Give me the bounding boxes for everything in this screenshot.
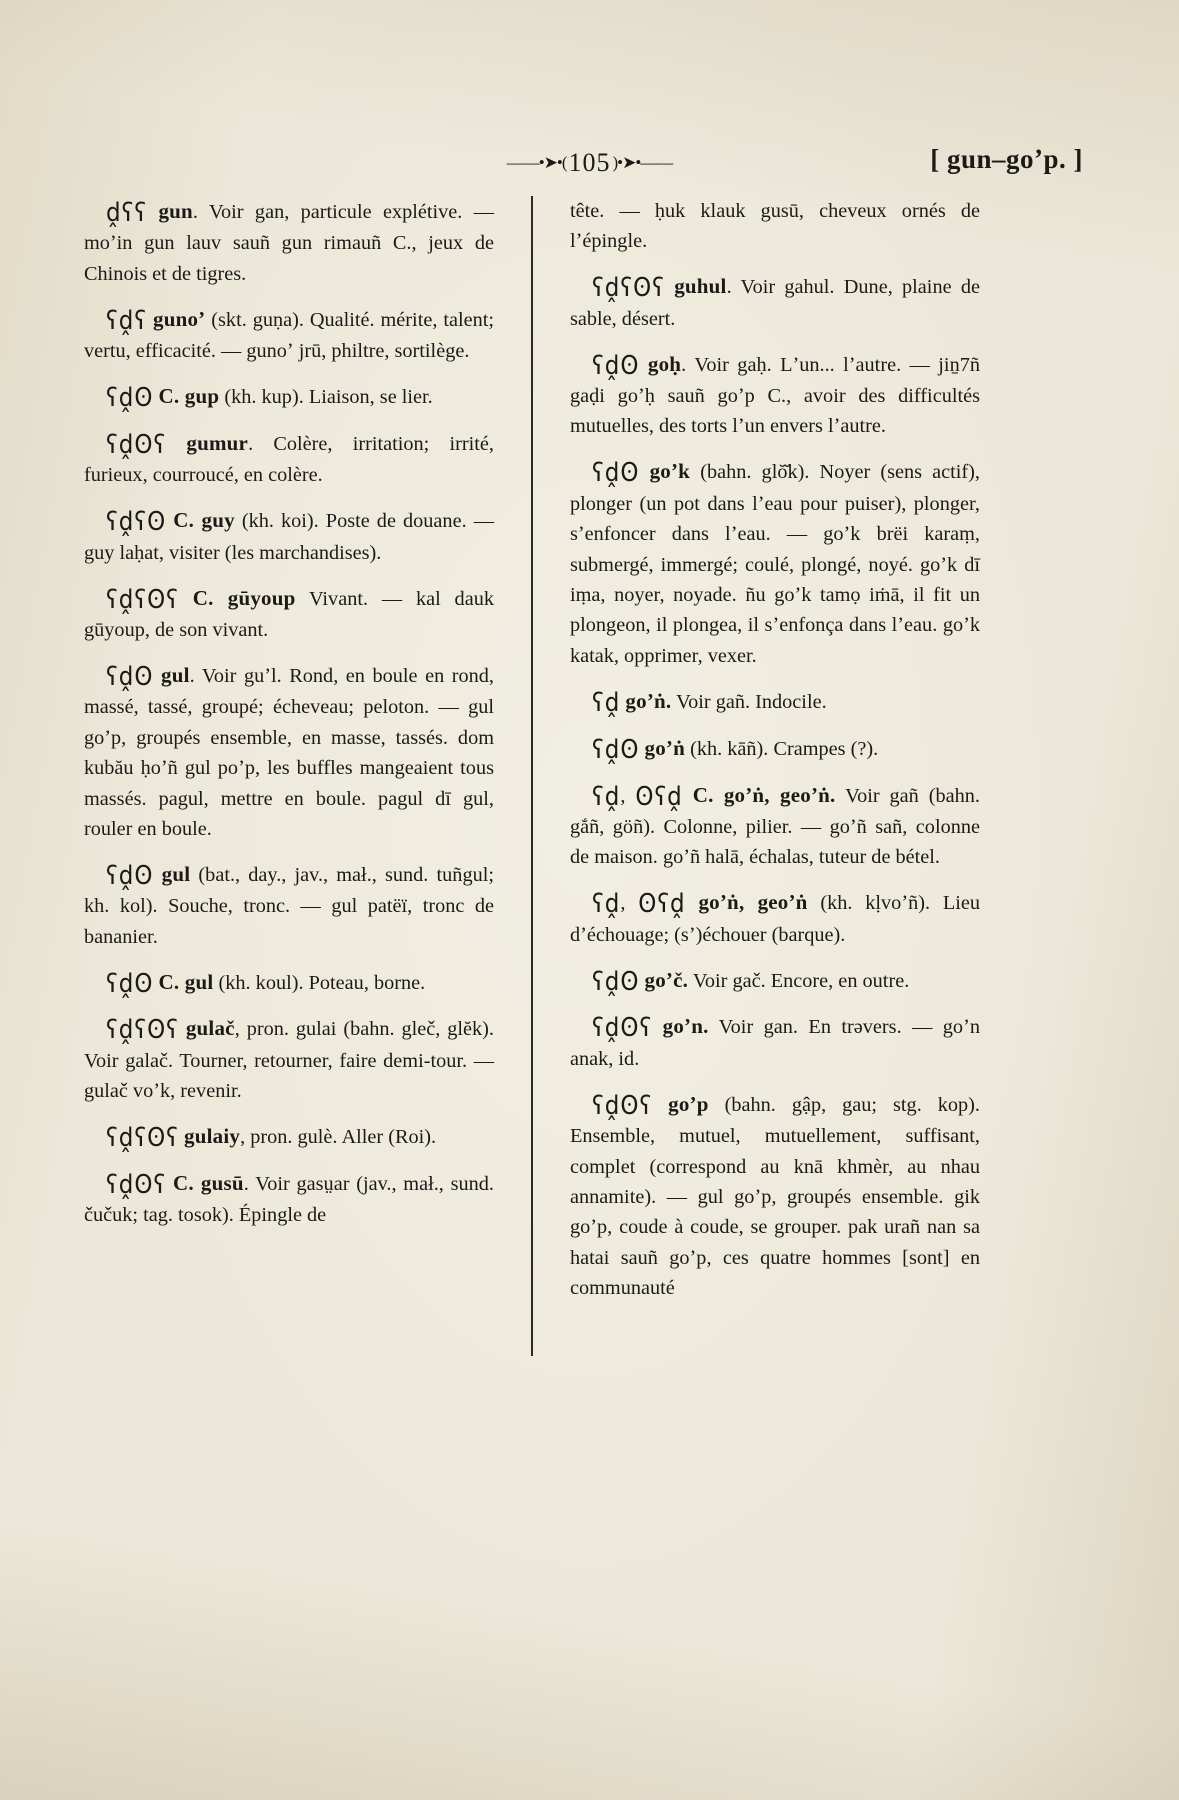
dictionary-entry <box>84 505 494 568</box>
entry-body: Colère, irritation; irrité, furieux, courroucé, en colère. <box>84 432 495 487</box>
entry-continuation <box>570 196 980 257</box>
cham-script: ʕḓʘ <box>592 458 640 488</box>
column-left <box>84 196 494 1245</box>
entry-headword: gun <box>158 199 193 223</box>
cham-script: ʕḓ <box>592 781 621 812</box>
entry-body: (skt. guṇa). Qualité. mérite, talent; vertu, efficacité. — gunoʼ jrū, philtre, sortilège. <box>84 308 494 363</box>
entry-body: Vivant. — kal dauk gūyoup, de son vivant. <box>84 587 494 641</box>
entry-headword: gulaiy <box>184 1124 241 1149</box>
cham-script-variant: ʘʕḓ <box>638 889 686 919</box>
dictionary-entry <box>570 686 980 718</box>
folio-right-ornament: )•➤•—— <box>612 153 673 172</box>
dictionary-entry: ʕḓʘ goḥ. Voir gaḥ. Lʼun... lʼautre. — jiṉ7ñ gaḍi goʼḥ sauñ goʼp C., avoir des difficultés mutuelles, des torts lʼun envers lʼautre. <box>570 349 980 442</box>
entry-body: (kh. koi). Poste de douane. — guy laḥat, visiter (les marchandises). <box>84 510 494 564</box>
entry-headword: C. gul <box>158 969 214 994</box>
dictionary-entry <box>570 965 980 997</box>
cham-script: ʕḓʘ <box>592 351 640 381</box>
dictionary-entry <box>84 859 494 952</box>
cham-script: ḓʕʕ <box>106 198 148 228</box>
dictionary-entry <box>570 1011 980 1074</box>
cham-script: ʕḓʕ <box>106 306 148 336</box>
entry-headword: guhul <box>674 274 727 299</box>
cham-script: ʕḓ <box>592 889 621 919</box>
entry-body: pron. gulai (bahn. gleč, glĕk). Voir galač. Tourner, retourner, faire demi-tour. — gulač voʼk, revenir. <box>84 1018 495 1103</box>
entry-body: (bahn. glŏ̆k). Noyer (sens actif), plonger (un pot dans lʼeau pour puiser), plonger, sʼenfoncer dans lʼeau. — goʼk brëi karaṃ, submergé, immergé; coulé, plongé, noyé. goʼk dī iṃa, noyer, noyade. ñu goʼk tamọ iṁā, il fit un plongeon, il plongea, il sʼenfonça dans lʼeau. goʼk katak, opprimer, vexer. <box>570 461 980 667</box>
entry-body: (kh. kḷvoʼñ). Lieu dʼéchouage; (sʼ)échouer (barque). <box>570 892 980 946</box>
dictionary-entry <box>84 967 494 999</box>
entry-body: Voir gasṳar (jav., mał., sund. čučuk; tag. tosok). Épingle de <box>84 1173 494 1227</box>
cham-script: ʕḓʘ <box>106 662 154 692</box>
cham-script: ʕḓʕʘʕ <box>106 1015 179 1045</box>
entry-headword: goʼn. <box>662 1014 709 1039</box>
entry-body: Voir gañ (bahn. gắñ, göñ). Colonne, pilier. — goʼñ sañ, colonne de maison. goʼñ halā, échalas, tuteur de bétel. <box>570 784 980 869</box>
entry-headword: C. gup <box>158 384 220 409</box>
cham-script: ʕḓʘ <box>106 968 154 999</box>
cham-script: ʕḓʘ <box>592 735 640 765</box>
entry-body: Voir gan. En trəvers. — goʼn anak, id. <box>570 1016 980 1070</box>
entry-headword: goʼč. <box>644 967 689 992</box>
cham-script: ʕḓʕʘʕ <box>106 1123 179 1153</box>
entry-headword: goʼṅ, geoʼṅ <box>698 890 808 915</box>
dictionary-entry: ʕḓ, ʘʕḓ goʼṅ, geoʼṅ (kh. kḷvoʼñ). Lieu dʼéchouage; (sʼ)échouer (barque). <box>570 887 980 950</box>
entry-body: tête. — ḥuk klauk gusū, cheveux ornés de lʼépingle. <box>570 200 980 253</box>
entry-headword: gul <box>161 861 191 886</box>
cham-script: ʕḓʕʘʕ <box>106 584 179 615</box>
entry-headword: goʼṅ <box>644 735 686 760</box>
dictionary-entry: ʕḓʘ gul. Voir guʼl. Rond, en boule en rond, massé, tassé, groupé; écheveau; peloton. — gul goʼp, groupés ensemble, en masse, tassés. dom kubău ḥoʼñ gul poʼp, les buffles mangeaient tous massés. pagul, mettre en boule. pagul dī gul, rouler en boule. <box>84 660 494 844</box>
entry-headword: goʼp <box>668 1091 709 1116</box>
entry-headword: goḥ <box>647 351 682 376</box>
entry-body: (kh. koul). Poteau, borne. <box>218 971 426 994</box>
entry-headword: C. goʼṅ, geoʼṅ. <box>692 782 836 807</box>
entry-headword: C. gūyoup <box>192 585 296 610</box>
dictionary-entry <box>570 1089 980 1304</box>
cham-script: ʕḓ <box>592 688 621 718</box>
entry-body: pron. gulè. Aller (Roi). <box>250 1126 437 1149</box>
text-columns <box>84 196 1096 1356</box>
cham-script: ʕḓʕʘ <box>106 507 167 537</box>
entry-headword: goʼṅ. <box>625 688 672 713</box>
entry-body: Voir gaḥ. Lʼun... lʼautre. — jiṉ7ñ gaḍi goʼḥ sauñ goʼp C., avoir des difficultés mutuelles, des torts lʼun envers lʼautre. <box>570 353 980 438</box>
cham-script: ʕḓʘ <box>106 861 154 891</box>
entry-headword: gunoʼ <box>153 306 206 331</box>
dictionary-entry: ʕḓʕʘʕ gulač, pron. gulai (bahn. gleč, glĕk). Voir galač. Tourner, retourner, faire demi-tour. — gulač voʼk, revenir. <box>84 1013 494 1106</box>
entry-body: Voir gañ. Indocile. <box>676 690 827 713</box>
entry-body: (bahn. gập, gau; stg. kop). Ensemble, mutuel, mutuellement, suffisant, complet (correspond au knā khmèr, au nhau annamite). — gul goʼp, groupés ensemble. gik goʼp, coude à coude, se grouper. pak urañ nan sa hatai sauñ goʼp, ces quatre hommes [sont] en communauté <box>570 1093 980 1300</box>
folio-left-ornament: ——•➤•( <box>506 153 567 172</box>
cham-script: ʕḓʘʕ <box>106 1170 167 1200</box>
entry-body: (bat., day., jav., mał., sund. tuñgul; kh. kol). Souche, tronc. — gul patëï, tronc de bananier. <box>84 863 495 948</box>
dictionary-entry: ʕḓʕʘʕ guhul. Voir gahul. Dune, plaine de sable, désert. <box>570 271 980 334</box>
entry-body: (kh. kāñ). Crampes (?). <box>690 737 879 760</box>
entry-headword: C. guy <box>173 508 235 533</box>
column-right <box>570 196 980 1318</box>
cham-script: ʕḓʘʕ <box>106 430 167 460</box>
entry-headword: gul <box>161 662 190 687</box>
dictionary-entry <box>84 304 494 367</box>
cham-script: ʕḓʘʕ <box>592 1091 653 1121</box>
entry-body: Voir gač. Encore, en outre. <box>692 969 910 992</box>
page-header <box>96 144 1083 188</box>
folio-line <box>507 148 673 178</box>
entry-body: Voir gahul. Dune, plaine de sable, désert. <box>570 276 980 330</box>
dictionary-entry <box>570 733 980 765</box>
entry-headword: gumur <box>186 430 249 455</box>
dictionary-entry: ʕḓ, ʘʕḓ C. goʼṅ, geoʼṅ. Voir gañ (bahn. gắñ, göñ). Colonne, pilier. — goʼñ sañ, colonne de maison. goʼñ halā, échalas, tuteur de bétel. <box>570 780 980 873</box>
dictionary-entry: ʕḓʘʕ gumur. Colère, irritation; irrité, furieux, courroucé, en colère. <box>84 428 494 491</box>
dictionary-entry <box>570 456 980 671</box>
cham-script: ʕḓʘ <box>592 966 640 997</box>
entry-headword: gulač <box>185 1016 235 1041</box>
dictionary-entry: ʕḓʘʕ C. gusū. Voir gasṳar (jav., mał., sund. čučuk; tag. tosok). Épingle de <box>84 1168 494 1231</box>
cham-script: ʕḓʕʘʕ <box>592 273 665 303</box>
dictionary-entry: ʕḓʕʘʕ gulaiy, pron. gulè. Aller (Roi). <box>84 1121 494 1153</box>
entry-headword: C. gusū <box>172 1171 244 1196</box>
column-divider <box>531 196 533 1356</box>
entry-headword: goʼk <box>649 459 691 484</box>
dictionary-entry <box>84 583 494 646</box>
entry-body: Voir gan, particule explétive. — moʼin gun lauv sauñ gun rimauñ C., jeux de Chinois et de tigres. <box>84 201 494 285</box>
entry-body: (kh. kup). Liaison, se lier. <box>224 386 433 409</box>
cham-script-variant: ʘʕḓ <box>635 781 683 812</box>
dictionary-entry: ḓʕʕ gun. Voir gan, particule explétive. — moʼin gun lauv sauñ gun rimauñ C., jeux de Chinois et de tigres. <box>84 196 494 289</box>
dictionary-entry <box>84 381 494 413</box>
cham-script: ʕḓʘ <box>106 383 154 413</box>
entry-body: Voir guʼl. Rond, en boule en rond, massé, tassé, groupé; écheveau; peloton. — gul goʼp, groupés ensemble, en masse, tassés. dom kubău ḥoʼñ gul poʼp, les buffles mangeaient tous massés. pagul, mettre en boule. pagul dī gul, rouler en boule. <box>84 664 494 840</box>
cham-script: ʕḓʘʕ <box>592 1013 653 1043</box>
running-head: [ gun–goʼp. ] <box>930 144 1083 174</box>
page-number: 105 <box>568 148 611 177</box>
